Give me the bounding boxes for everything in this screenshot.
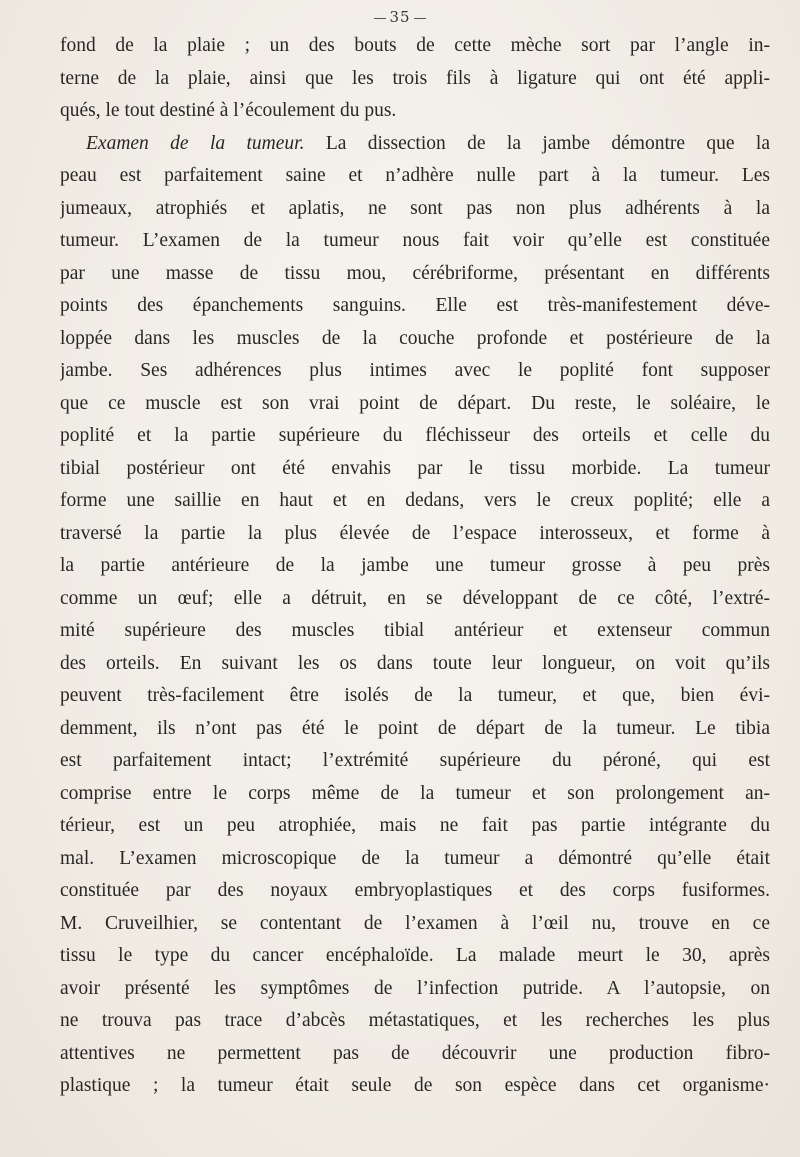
text-line: comprise entre le corps même de la tumeur et son prolongement an- (60, 782, 770, 804)
text-line: La dissection de la jambe démontre que la (304, 132, 770, 154)
text-line: mal. L’examen microscopique de la tumeur a démontré qu’elle était (60, 847, 770, 869)
text-line: loppée dans les muscles de la couche profonde et postérieure de la (60, 327, 770, 349)
body-text (60, 30, 770, 1103)
text-line: plastique ; la tumeur était seule de son espèce dans cet organisme· (60, 1075, 770, 1096)
text-line: mité supérieure des muscles tibial antérieur et extenseur commun (60, 620, 770, 641)
text-line: térieur, est un peu atrophiée, mais ne fait pas partie intégrante du (60, 815, 770, 836)
text-line: des orteils. En suivant les os dans toute leur longueur, on voit qu’ils (60, 652, 770, 674)
text-line: avoir présenté les symptômes de l’infection putride. A l’autopsie, on (60, 977, 770, 999)
text-line: jambe. Ses adhérences plus intimes avec le poplité font supposer (60, 360, 770, 381)
text-line: tumeur. L’examen de la tumeur nous fait voir qu’elle est constituée (60, 230, 770, 251)
text-line: M. Cruveilhier, se contentant de l’examen à l’œil nu, trouve en ce (60, 912, 770, 934)
text-line: jumeaux, atrophiés et aplatis, ne sont pas non plus adhérents à la (60, 197, 770, 219)
text-line: points des épanchements sanguins. Elle est très-manifestement déve- (60, 295, 770, 316)
text-line: peau est parfaitement saine et n’adhère nulle part à la tumeur. Les (60, 165, 770, 186)
text-line: demment, ils n’ont pas été le point de départ de la tumeur. Le tibia (60, 717, 770, 739)
text-line: tibial postérieur ont été envahis par le tissu morbide. La tumeur (60, 457, 770, 479)
text-line: qués, le tout destiné à l’écoulement du pus. (60, 100, 397, 121)
text-line: ne trouva pas trace d’abcès métastatiques, et les recherches les plus (60, 1010, 770, 1031)
text-line: forme une saillie en haut et en dedans, vers le creux poplité; elle a (60, 490, 770, 511)
text-line: terne de la plaie, ainsi que les trois fils à ligature qui ont été appli- (60, 67, 770, 89)
section-heading-line (60, 128, 770, 161)
section-heading: Examen de la tumeur. (86, 132, 305, 154)
text-line: poplité et la partie supérieure du fléchisseur des orteils et celle du (60, 425, 770, 446)
text-line: est parfaitement intact; l’extrémité supérieure du péroné, qui est (60, 750, 770, 771)
text-line: fond de la plaie ; un des bouts de cette mèche sort par l’angle in- (60, 35, 770, 56)
text-line: constituée par des noyaux embryoplastiques et des corps fusiformes. (60, 880, 770, 901)
text-line: peuvent très-facilement être isolés de la tumeur, et que, bien évi- (60, 685, 770, 706)
text-line: que ce muscle est son vrai point de départ. Du reste, le soléaire, le (60, 392, 770, 414)
page-number: 35 (0, 8, 800, 26)
text-line: attentives ne permettent pas de découvrir une production fibro- (60, 1042, 770, 1064)
text-line: traversé la partie la plus élevée de l’espace interosseux, et forme à (60, 522, 770, 544)
text-line: par une masse de tissu mou, cérébriforme, présentant en différents (60, 262, 770, 284)
text-line: tissu le type du cancer encéphaloïde. La malade meurt le 30, après (60, 945, 770, 966)
text-line: comme un œuf; elle a détruit, en se développant de ce côté, l’extré- (60, 587, 770, 609)
text-line: la partie antérieure de la jambe une tumeur grosse à peu près (60, 555, 770, 576)
